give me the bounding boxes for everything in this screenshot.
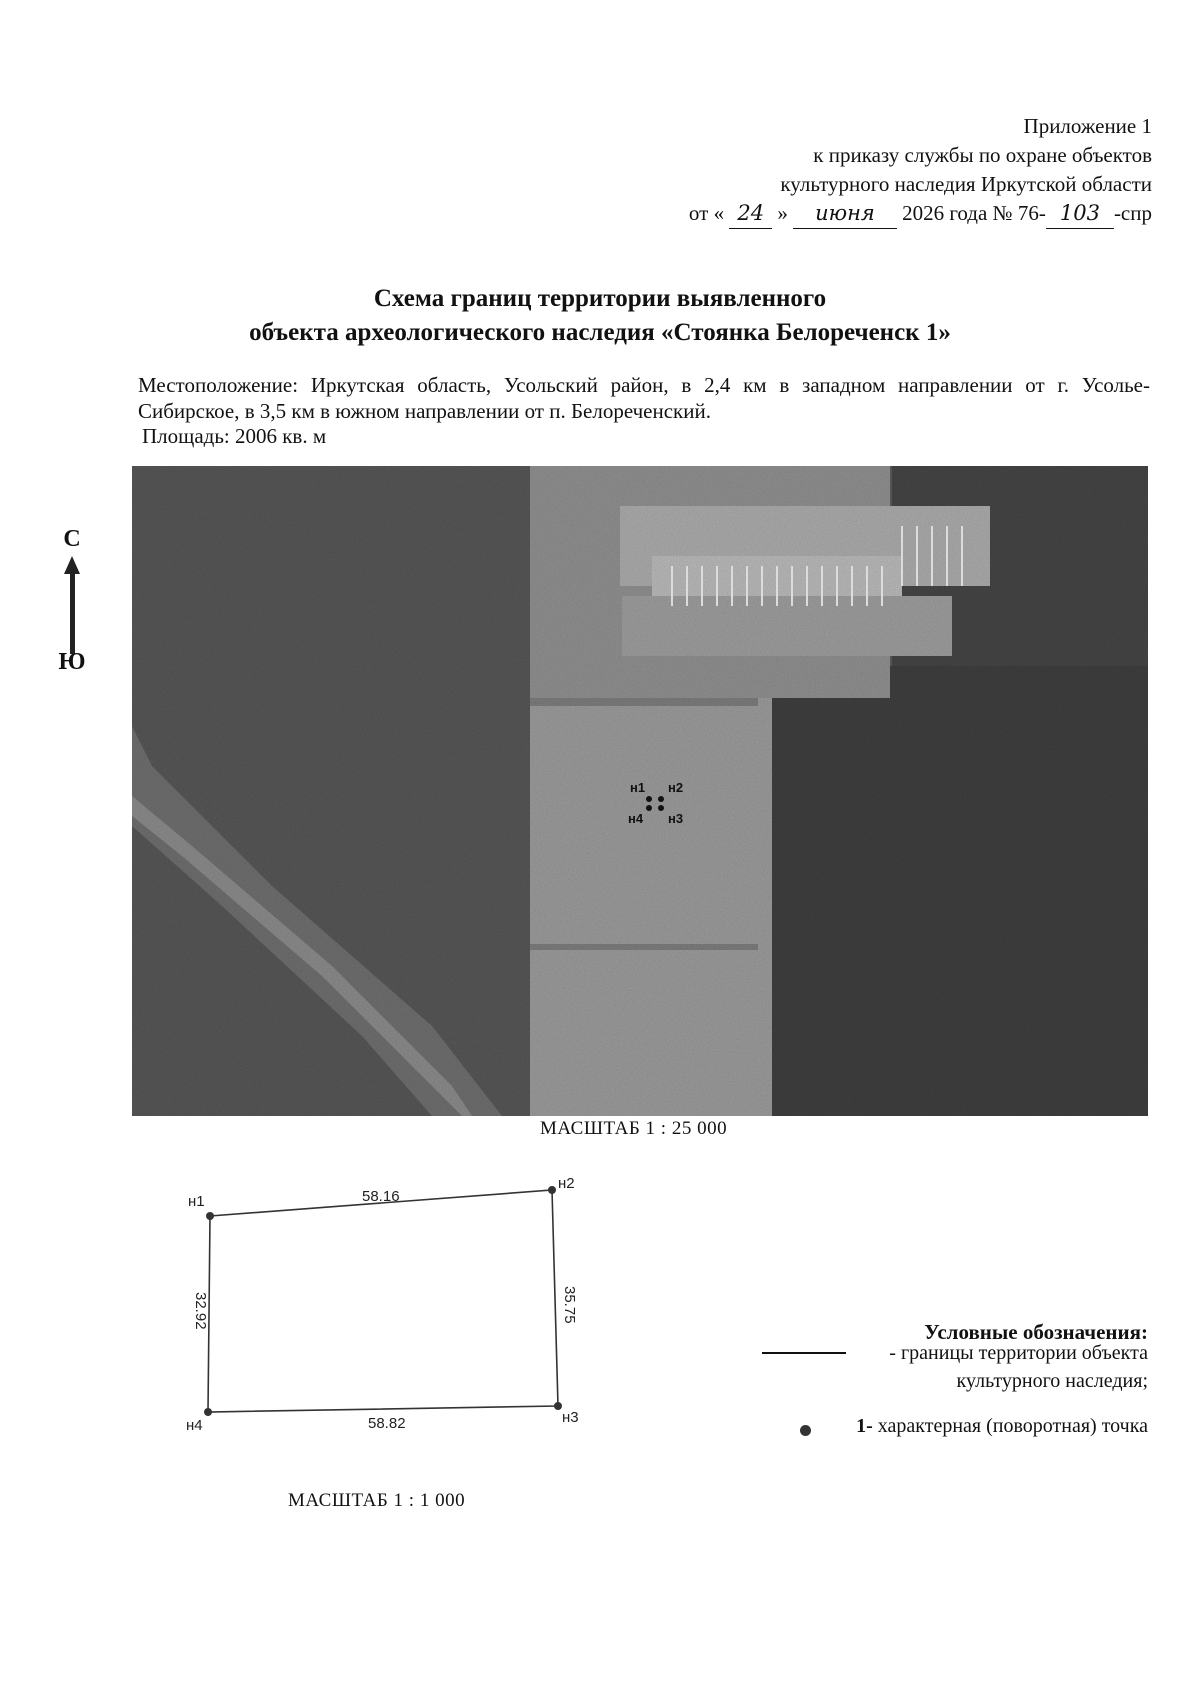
point-n3-marker: [554, 1402, 562, 1410]
legend-boundary-line: [762, 1352, 846, 1354]
map-point-dot: [658, 796, 664, 802]
map-label-n4: н4: [628, 811, 644, 826]
point-n4-marker: [204, 1408, 212, 1416]
location-text: Местоположение: Иркутская область, Усольский район, в 2,4 км в западном направлении от г. Усолье-Сибирское, в 3,5 км в южном направлении от п. Белореченский.: [138, 373, 1150, 423]
appendix-line-1: Приложение 1: [1023, 114, 1152, 138]
point-n1-marker: [206, 1212, 214, 1220]
legend-point-marker: 1-: [856, 1415, 873, 1437]
date-mid: »: [777, 201, 788, 225]
satellite-map: [132, 466, 1148, 1116]
edge-right-length: 35.75: [561, 1286, 578, 1324]
title-line-1: Схема границ территории выявленного: [373, 285, 827, 312]
map-scale: МАСШТАБ 1 : 25 000: [540, 1118, 728, 1139]
date-month: июня: [793, 199, 897, 229]
map-point-dot: [658, 805, 664, 811]
legend-boundary-line-1: - границы территории объекта: [889, 1342, 1148, 1364]
scheme-scale: МАСШТАБ 1 : 1 000: [288, 1490, 466, 1511]
area-text: Площадь: 2006 кв. м: [142, 424, 327, 448]
date-day: 24: [729, 199, 772, 229]
map-label-n3: н3: [668, 811, 684, 826]
point-n1-label: н1: [188, 1193, 205, 1210]
north-arrow-shaft: [70, 572, 75, 654]
north-label: С: [63, 526, 81, 552]
south-label: Ю: [58, 649, 86, 675]
legend-boundary-text: [889, 1339, 1148, 1395]
map-label-n2: н2: [668, 780, 684, 795]
edge-left-length: 32.92: [192, 1292, 209, 1330]
order-suffix: -спр: [1113, 201, 1152, 225]
point-n4-label: н4: [186, 1417, 203, 1434]
map-point-dot: [646, 796, 652, 802]
appendix-date-line: [689, 199, 1152, 229]
boundary-scheme: [170, 1176, 610, 1446]
edge-top-length: 58.16: [362, 1188, 400, 1205]
appendix-header: [689, 112, 1152, 229]
map-label-n1: н1: [630, 780, 646, 795]
legend-boundary-line-2: культурного наследия;: [956, 1370, 1148, 1392]
document-title: [0, 282, 1200, 350]
order-number: 103: [1046, 199, 1114, 229]
boundary-polygon-drawing: [170, 1176, 610, 1446]
legend-point-description: характерная (поворотная) точка: [877, 1415, 1148, 1437]
point-n2-label: н2: [558, 1176, 575, 1192]
date-year: 2026 года № 76-: [902, 201, 1046, 225]
satellite-map-image: [132, 466, 1148, 1116]
point-n3-label: н3: [562, 1409, 579, 1426]
point-n2-marker: [548, 1186, 556, 1194]
north-arrow: [56, 526, 88, 676]
date-prefix: от «: [688, 201, 725, 225]
legend-point-icon: [800, 1425, 811, 1436]
legend-point-text: [856, 1415, 1148, 1438]
boundary-polygon: [208, 1190, 558, 1412]
map-point-dot: [646, 805, 652, 811]
edge-bottom-length: 58.82: [368, 1415, 406, 1432]
legend-title: Условные обозначения:: [924, 1320, 1148, 1344]
title-line-2: объекта археологического наследия «Стоянка Белореченск 1»: [249, 319, 951, 346]
appendix-line-3: культурного наследия Иркутской области: [780, 172, 1152, 196]
appendix-line-2: к приказу службы по охране объектов: [813, 143, 1152, 167]
